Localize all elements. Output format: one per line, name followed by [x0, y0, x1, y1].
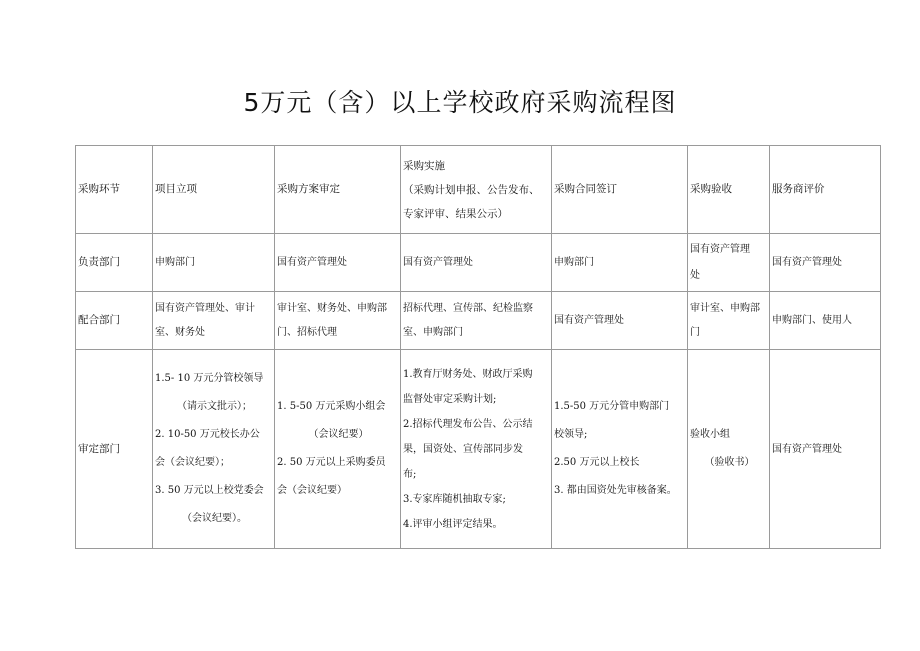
- header-cell-contract: 采购合同签订: [552, 146, 688, 234]
- row-label: 配合部门: [76, 292, 153, 350]
- table-cell: 1. 5-50 万元采购小组会 （会议纪要） 2. 50 万元以上采购委员 会（会议纪要）: [275, 350, 401, 549]
- document-title: 5万元（含）以上学校政府采购流程图: [243, 88, 677, 117]
- table-cell: 验收小组 （验收书）: [688, 350, 770, 549]
- table-row-cooperating: [76, 292, 881, 350]
- table-cell: 审计室、财务处、申购部 门、招标代理: [275, 292, 401, 350]
- table-cell: 1.5-50 万元分管申购部门 校领导; 2.50 万元以上校长 3. 都由国资处先审核备案。: [552, 350, 688, 549]
- header-cell-stage: 采购环节: [76, 146, 153, 234]
- table-cell: 申购部门: [552, 234, 688, 292]
- table-cell: 审计室、申购部 门: [688, 292, 770, 350]
- table-cell: 国有资产管理处、审计 室、财务处: [153, 292, 275, 350]
- table-cell: 国有资产管理处: [552, 292, 688, 350]
- row-label: 负责部门: [76, 234, 153, 292]
- header-cell-vendor-evaluation: 服务商评价: [770, 146, 881, 234]
- table-cell: 国有资产管理处: [770, 234, 881, 292]
- header-cell-plan-review: 采购方案审定: [275, 146, 401, 234]
- table-row-approval: [76, 350, 881, 549]
- header-cell-implementation: 采购实施 （采购计划申报、公告发布、 专家评审、结果公示）: [401, 146, 552, 234]
- header-row: [76, 146, 881, 234]
- header-cell-project-approval: 项目立项: [153, 146, 275, 234]
- procurement-table: [75, 145, 881, 549]
- row-label: 审定部门: [76, 350, 153, 549]
- table-cell: 申购部门: [153, 234, 275, 292]
- table-cell: 国有资产管理处: [275, 234, 401, 292]
- table-cell: 1.5- 10 万元分管校领导 （请示文批示）； 2. 10-50 万元校长办公 会（会议纪要）； 3. 50 万元以上校党委会 （会议纪要）。: [153, 350, 275, 549]
- header-cell-acceptance: 采购验收: [688, 146, 770, 234]
- table-cell: 申购部门、使用人: [770, 292, 881, 350]
- table-row-responsible: [76, 234, 881, 292]
- table-cell: 国有资产管理处: [770, 350, 881, 549]
- table-cell: 1.教育厅财务处、财政厅采购 监督处审定采购计划; 2.招标代理发布公告、公示结 果，国资处、宣传部同步发 布; 3.专家库随机抽取专家; 4.评审小组评定结果。: [401, 350, 552, 549]
- table-cell: 国有资产管理处: [401, 234, 552, 292]
- table-cell: 国有资产管理 处: [688, 234, 770, 292]
- table-cell: 招标代理、宣传部、纪检监察 室、申购部门: [401, 292, 552, 350]
